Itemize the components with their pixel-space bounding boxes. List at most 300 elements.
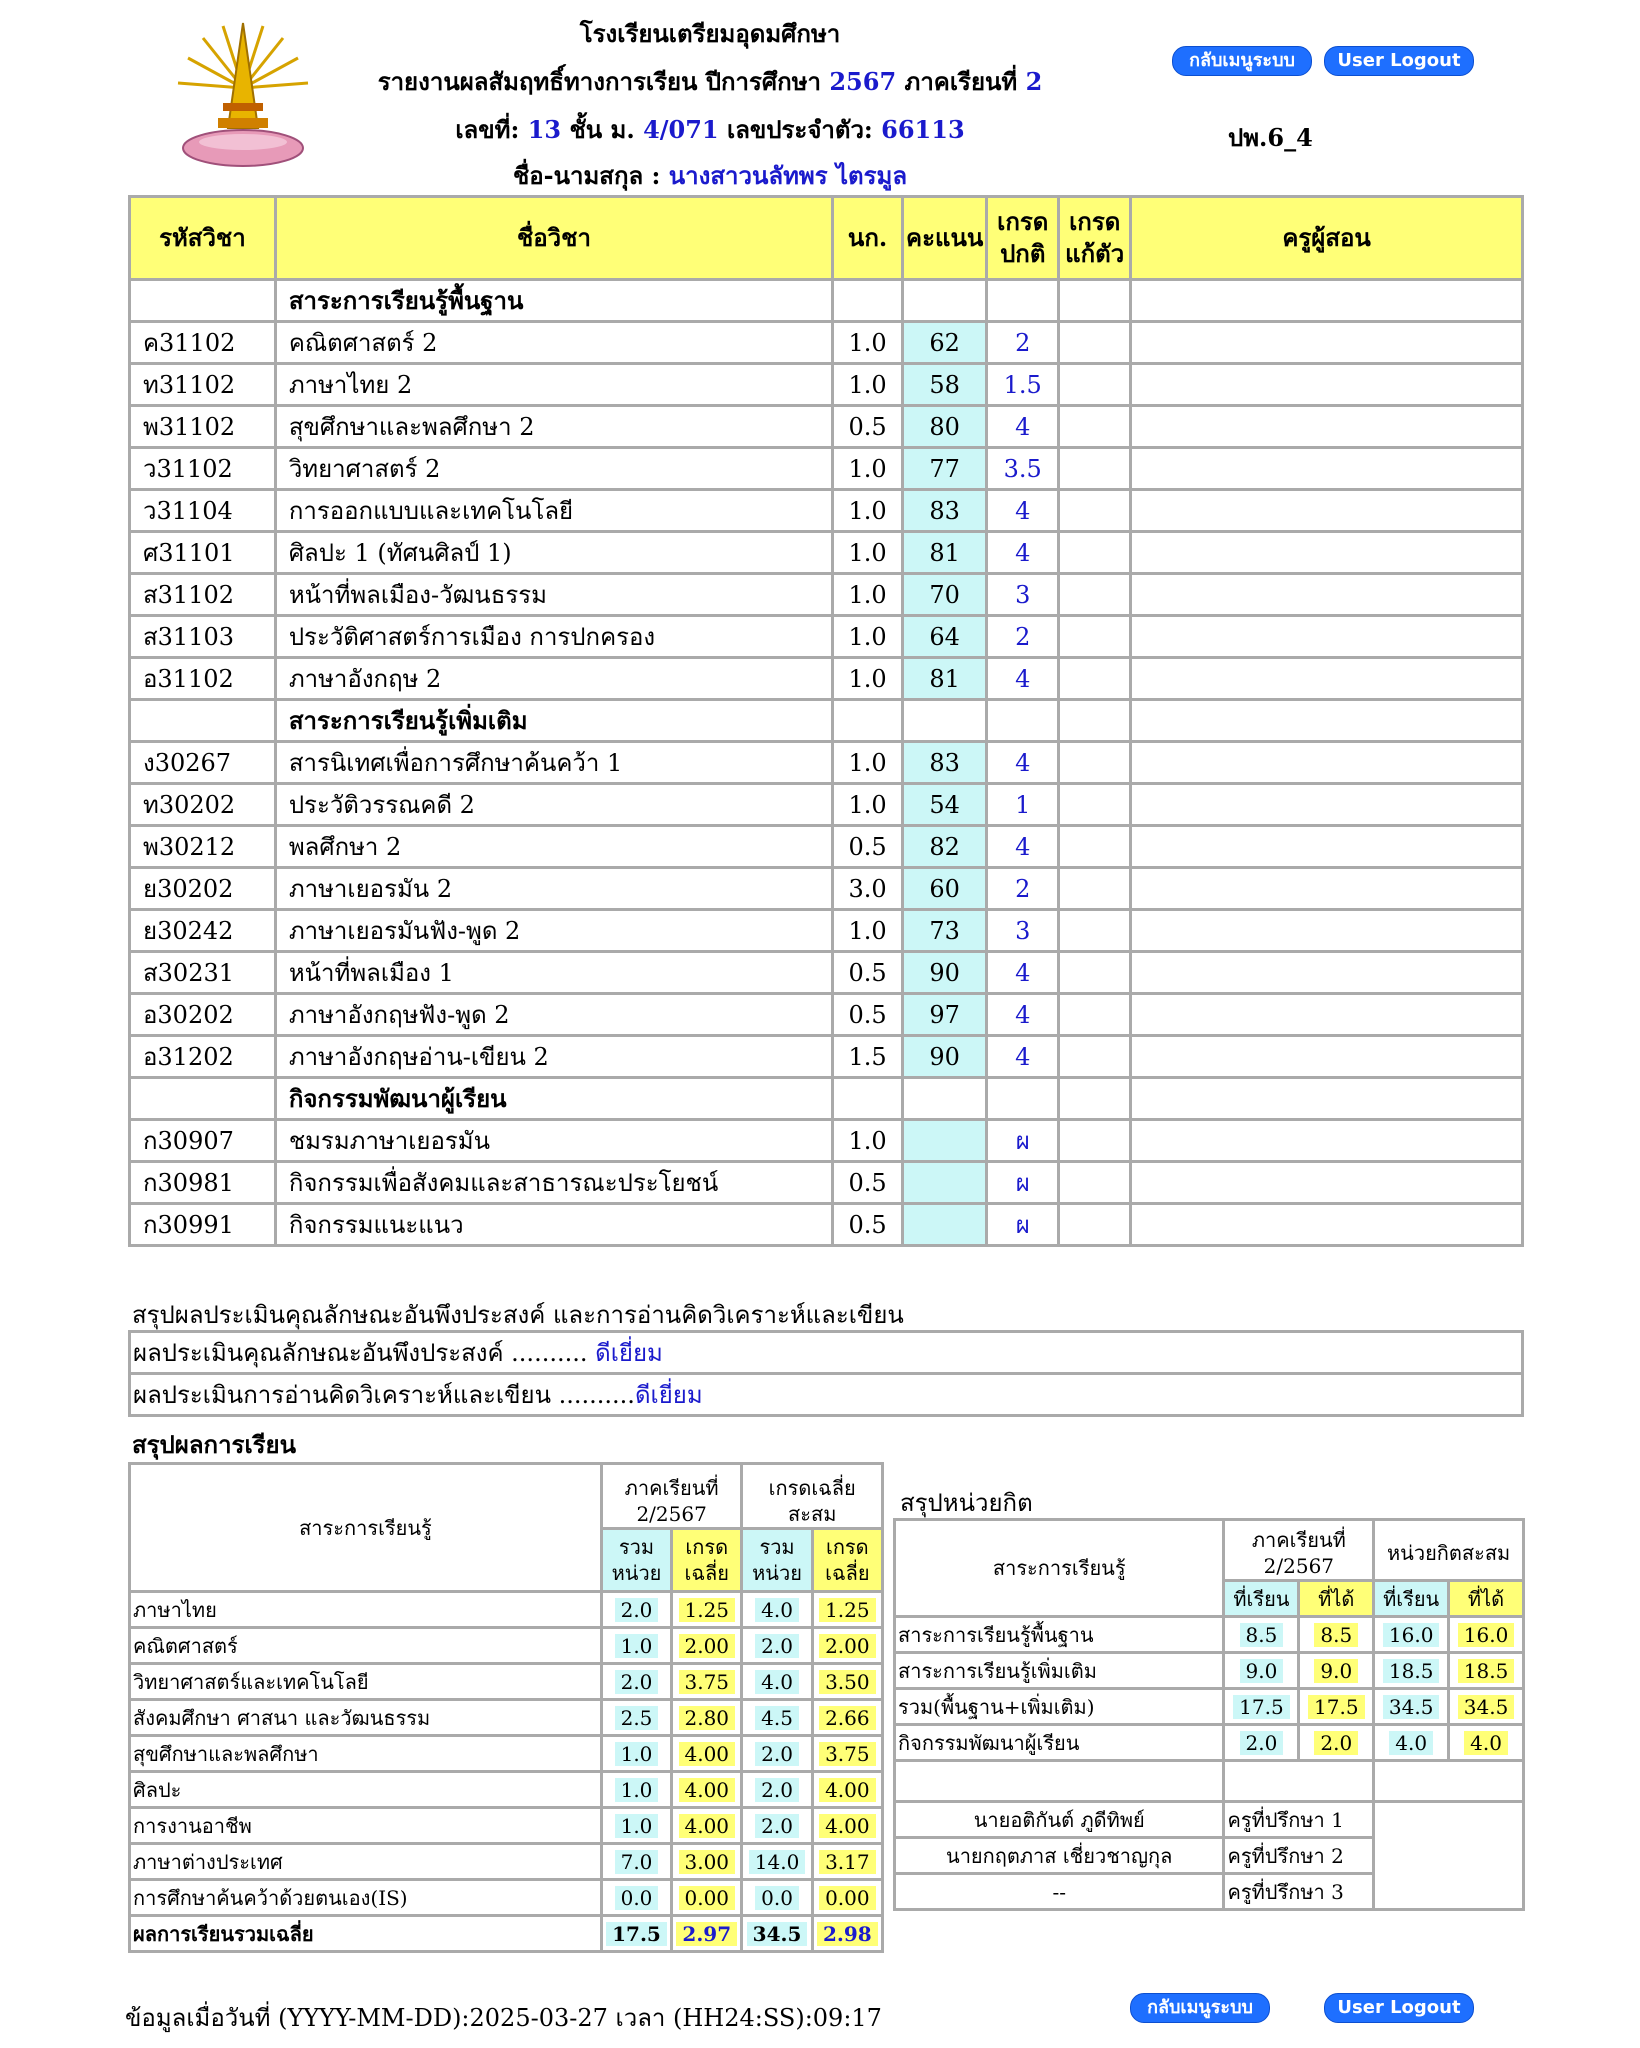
credits-value: 4.0 <box>1464 1731 1508 1755</box>
results-value: 0.00 <box>819 1886 876 1910</box>
characteristic-label: ผลประเมินคุณลักษณะอันพึงประสงค์ .......... <box>133 1339 588 1367</box>
results-t-gpa <box>672 1592 742 1628</box>
subject-code: ย30202 <box>130 868 276 910</box>
subject-credit: 0.5 <box>833 406 903 448</box>
empty-cell <box>833 700 903 742</box>
subject-code: พ31102 <box>130 406 276 448</box>
results-value: 4.00 <box>679 1742 736 1766</box>
evaluation-characteristic <box>130 1332 1523 1374</box>
results-value: 1.0 <box>615 1742 659 1766</box>
results-t-gpa <box>672 1916 742 1952</box>
evaluation-reading <box>130 1374 1523 1416</box>
results-value: 3.50 <box>819 1670 876 1694</box>
table-row <box>130 868 1523 910</box>
subject-code: อ30202 <box>130 994 276 1036</box>
results-t-units <box>601 1628 671 1664</box>
credits-sub-got: ที่ได้ <box>1299 1581 1374 1617</box>
results-col-cumulative: เกรดเฉลี่ย สะสม <box>742 1464 883 1529</box>
subject-score: 80 <box>903 406 987 448</box>
results-value: 0.00 <box>679 1886 736 1910</box>
grade-table-header <box>130 197 1523 280</box>
empty-cell <box>987 1078 1059 1120</box>
results-c-gpa <box>812 1916 882 1952</box>
subject-grade: 1.5 <box>987 364 1059 406</box>
credits-value: 9.0 <box>1240 1659 1284 1683</box>
credits-t-got <box>1299 1725 1374 1761</box>
subject-grade: ผ <box>987 1120 1059 1162</box>
results-value: 7.0 <box>615 1850 659 1874</box>
empty-cell <box>1059 700 1131 742</box>
subject-grade: 4 <box>987 532 1059 574</box>
empty-cell <box>903 700 987 742</box>
credits-c-got <box>1449 1653 1524 1689</box>
subject-teacher <box>1131 406 1523 448</box>
results-t-units <box>601 1772 671 1808</box>
subject-grade: 4 <box>987 490 1059 532</box>
class-value: 4/071 <box>643 115 719 144</box>
empty-cell <box>1374 1802 1524 1910</box>
subject-grade: 2 <box>987 322 1059 364</box>
subject-grade: ผ <box>987 1204 1059 1246</box>
results-c-gpa <box>812 1592 882 1628</box>
empty-cell <box>1131 1078 1523 1120</box>
subject-grade-retake <box>1059 658 1131 700</box>
col-score: คะแนน <box>903 197 987 280</box>
subject-grade-retake <box>1059 1204 1131 1246</box>
credits-value: 34.5 <box>1458 1695 1515 1719</box>
subject-teacher <box>1131 448 1523 490</box>
results-c-units <box>742 1628 812 1664</box>
results-value: 14.0 <box>749 1850 806 1874</box>
id-label: เลขประจำตัว: <box>726 115 873 144</box>
results-value: 17.5 <box>606 1922 667 1946</box>
table-row <box>130 658 1523 700</box>
subject-grade-retake <box>1059 826 1131 868</box>
subject-grade: 4 <box>987 742 1059 784</box>
subject-credit: 1.5 <box>833 1036 903 1078</box>
subject-teacher <box>1131 322 1523 364</box>
advisor-name: -- <box>895 1874 1224 1910</box>
subject-score: 83 <box>903 490 987 532</box>
results-value: 1.0 <box>615 1778 659 1802</box>
subject-teacher <box>1131 532 1523 574</box>
advisor-role: ครูที่ปรึกษา 1 <box>1224 1802 1374 1838</box>
subject-grade: 4 <box>987 994 1059 1036</box>
subject-teacher <box>1131 826 1523 868</box>
results-row <box>130 1880 883 1916</box>
student-id: 66113 <box>881 115 965 144</box>
subject-name: หน้าที่พลเมือง-วัฒนธรรม <box>275 574 832 616</box>
subject-name: กิจกรรมเพื่อสังคมและสาธารณะประโยชน์ <box>275 1162 832 1204</box>
subject-score <box>903 1120 987 1162</box>
col-credit: นก. <box>833 197 903 280</box>
subject-credit: 0.5 <box>833 826 903 868</box>
table-row <box>130 994 1523 1036</box>
subject-grade-retake <box>1059 868 1131 910</box>
subject-teacher <box>1131 994 1523 1036</box>
empty-cell <box>1131 700 1523 742</box>
name-label: ชื่อ-นามสกุล : <box>512 161 661 190</box>
subject-score: 81 <box>903 532 987 574</box>
results-value: 2.0 <box>755 1778 799 1802</box>
subject-credit: 1.0 <box>833 910 903 952</box>
subject-code: ย30242 <box>130 910 276 952</box>
credits-sub-taken: ที่เรียน <box>1224 1581 1299 1617</box>
subject-credit: 1.0 <box>833 784 903 826</box>
subject-grade: 3 <box>987 910 1059 952</box>
credits-c-taken <box>1374 1689 1449 1725</box>
results-c-gpa <box>812 1736 882 1772</box>
subject-grade: 4 <box>987 1036 1059 1078</box>
credits-sub-got: ที่ได้ <box>1449 1581 1524 1617</box>
group-row <box>130 700 1523 742</box>
subject-teacher <box>1131 364 1523 406</box>
subject-grade-retake <box>1059 784 1131 826</box>
back-to-menu-button[interactable]: กลับเมนูระบบ <box>1172 46 1312 76</box>
subject-teacher <box>1131 1036 1523 1078</box>
results-c-units <box>742 1844 812 1880</box>
results-t-gpa <box>672 1808 742 1844</box>
subject-credit: 1.0 <box>833 574 903 616</box>
results-title: สรุปผลการเรียน <box>132 1430 297 1459</box>
credits-value: 9.0 <box>1314 1659 1358 1683</box>
results-t-units <box>601 1592 671 1628</box>
results-value: 2.66 <box>819 1706 876 1730</box>
subject-name: ประวัติวรรณคดี 2 <box>275 784 832 826</box>
subject-teacher <box>1131 616 1523 658</box>
subject-score: 62 <box>903 322 987 364</box>
results-t-gpa <box>672 1628 742 1664</box>
credits-value: 18.5 <box>1458 1659 1515 1683</box>
results-area: ศิลปะ <box>130 1772 602 1808</box>
back-to-menu-button-bottom[interactable]: กลับเมนูระบบ <box>1130 1993 1270 2023</box>
table-row <box>130 322 1523 364</box>
subject-grade: 3.5 <box>987 448 1059 490</box>
results-c-gpa <box>812 1628 882 1664</box>
credits-t-got <box>1299 1617 1374 1653</box>
results-value: 4.0 <box>755 1670 799 1694</box>
results-t-gpa <box>672 1772 742 1808</box>
group-code-cell <box>130 280 276 322</box>
characteristic-value: ดีเยี่ยม <box>595 1339 663 1367</box>
results-value: 1.0 <box>615 1814 659 1838</box>
subject-score: 97 <box>903 994 987 1036</box>
subject-name: การออกแบบและเทคโนโลยี <box>275 490 832 532</box>
empty-cell <box>1374 1761 1524 1802</box>
group-code-cell <box>130 700 276 742</box>
table-row <box>130 952 1523 994</box>
results-value: 2.0 <box>615 1598 659 1622</box>
credits-value: 17.5 <box>1233 1695 1290 1719</box>
subject-code: ส31102 <box>130 574 276 616</box>
results-sub-units: รวม หน่วย <box>742 1529 812 1592</box>
subject-code: ศ31101 <box>130 532 276 574</box>
academic-year: 2567 <box>829 67 897 96</box>
results-value: 4.5 <box>755 1706 799 1730</box>
table-row <box>130 532 1523 574</box>
results-t-units <box>601 1700 671 1736</box>
results-c-units <box>742 1592 812 1628</box>
subject-grade-retake <box>1059 364 1131 406</box>
credits-value: 4.0 <box>1389 1731 1433 1755</box>
results-c-units <box>742 1700 812 1736</box>
results-t-units <box>601 1916 671 1952</box>
results-value: 2.0 <box>755 1814 799 1838</box>
school-name: โรงเรียนเตรียมอุดมศึกษา <box>579 19 841 48</box>
group-row <box>130 1078 1523 1120</box>
empty-cell <box>903 280 987 322</box>
results-value: 2.98 <box>817 1922 878 1946</box>
results-value: 34.5 <box>747 1922 808 1946</box>
empty-cell <box>895 1761 1224 1802</box>
class-label: ชั้น ม. <box>569 115 635 144</box>
subject-grade-retake <box>1059 742 1131 784</box>
subject-grade-retake <box>1059 406 1131 448</box>
results-row <box>130 1916 883 1952</box>
results-value: 1.25 <box>819 1598 876 1622</box>
credits-t-taken <box>1224 1617 1299 1653</box>
reading-label: ผลประเมินการอ่านคิดวิเคราะห์และเขียน .......... <box>133 1381 635 1409</box>
advisor-role: ครูที่ปรึกษา 3 <box>1224 1874 1374 1910</box>
credits-spacer-row <box>895 1761 1524 1802</box>
results-sub-gpa: เกรด เฉลี่ย <box>672 1529 742 1592</box>
advisor-name: นายกฤตภาส เชี่ยวชาญกุล <box>895 1838 1224 1874</box>
credits-c-got <box>1449 1689 1524 1725</box>
subject-name: สุขศึกษาและพลศึกษา 2 <box>275 406 832 448</box>
credits-t-taken <box>1224 1653 1299 1689</box>
table-row <box>130 574 1523 616</box>
table-row <box>130 910 1523 952</box>
credits-value: 8.5 <box>1314 1623 1358 1647</box>
subject-name: ประวัติศาสตร์การเมือง การปกครอง <box>275 616 832 658</box>
results-value: 1.0 <box>615 1634 659 1658</box>
subject-code: ก30981 <box>130 1162 276 1204</box>
subject-grade-retake <box>1059 910 1131 952</box>
student-name-line <box>300 156 1120 195</box>
subject-credit: 1.0 <box>833 1120 903 1162</box>
results-c-gpa <box>812 1772 882 1808</box>
subject-grade-retake <box>1059 574 1131 616</box>
credits-sub-taken: ที่เรียน <box>1374 1581 1449 1617</box>
subject-name: ภาษาเยอรมัน 2 <box>275 868 832 910</box>
subject-credit: 1.0 <box>833 364 903 406</box>
results-row <box>130 1700 883 1736</box>
credits-c-taken <box>1374 1725 1449 1761</box>
subject-name: สารนิเทศเพื่อการศึกษาค้นคว้า 1 <box>275 742 832 784</box>
subject-name: ภาษาอังกฤษฟัง-พูด 2 <box>275 994 832 1036</box>
results-value: 0.0 <box>615 1886 659 1910</box>
credits-value: 17.5 <box>1308 1695 1365 1719</box>
results-t-gpa <box>672 1700 742 1736</box>
table-row <box>130 1204 1523 1246</box>
subject-teacher <box>1131 952 1523 994</box>
results-area: สังคมศึกษา ศาสนา และวัฒนธรรม <box>130 1700 602 1736</box>
results-row <box>130 1772 883 1808</box>
results-value: 2.5 <box>615 1706 659 1730</box>
group-row <box>130 280 1523 322</box>
results-value: 2.00 <box>679 1634 736 1658</box>
results-area: คณิตศาสตร์ <box>130 1628 602 1664</box>
subject-code: อ31102 <box>130 658 276 700</box>
subject-score: 60 <box>903 868 987 910</box>
results-t-gpa <box>672 1880 742 1916</box>
student-name: นางสาวนลัทพร ไตรมูล <box>668 161 908 190</box>
subject-code: พ30212 <box>130 826 276 868</box>
subject-grade: 4 <box>987 826 1059 868</box>
subject-code: ท31102 <box>130 364 276 406</box>
subject-score <box>903 1162 987 1204</box>
results-t-gpa <box>672 1736 742 1772</box>
results-value: 2.0 <box>755 1634 799 1658</box>
results-value: 4.00 <box>679 1778 736 1802</box>
subject-score: 70 <box>903 574 987 616</box>
report-label: รายงานผลสัมฤทธิ์ทางการเรียน ปีการศึกษา <box>377 67 821 96</box>
credits-area: สาระการเรียนรู้เพิ่มเติม <box>895 1653 1224 1689</box>
credits-value: 8.5 <box>1240 1623 1284 1647</box>
empty-cell <box>833 280 903 322</box>
subject-code: ง30267 <box>130 742 276 784</box>
subject-name: ภาษาอังกฤษอ่าน-เขียน 2 <box>275 1036 832 1078</box>
results-c-units <box>742 1808 812 1844</box>
subject-score: 54 <box>903 784 987 826</box>
subject-name: กิจกรรมแนะแนว <box>275 1204 832 1246</box>
results-t-units <box>601 1880 671 1916</box>
subject-teacher <box>1131 658 1523 700</box>
subject-grade-retake <box>1059 448 1131 490</box>
subject-grade-retake <box>1059 1036 1131 1078</box>
table-row <box>130 1162 1523 1204</box>
subject-score: 64 <box>903 616 987 658</box>
credits-c-got <box>1449 1725 1524 1761</box>
empty-cell <box>1224 1761 1374 1802</box>
credits-value: 16.0 <box>1383 1623 1440 1647</box>
subject-teacher <box>1131 784 1523 826</box>
col-grade-retake: เกรด แก้ตัว <box>1059 197 1131 280</box>
empty-cell <box>987 280 1059 322</box>
logout-button-bottom[interactable]: User Logout <box>1324 1993 1474 2023</box>
group-title: กิจกรรมพัฒนาผู้เรียน <box>275 1078 832 1120</box>
subject-name: ศิลปะ 1 (ทัศนศิลป์ 1) <box>275 532 832 574</box>
results-table <box>128 1462 884 1953</box>
credits-t-taken <box>1224 1725 1299 1761</box>
subject-score: 81 <box>903 658 987 700</box>
subject-grade: ผ <box>987 1162 1059 1204</box>
results-row <box>130 1808 883 1844</box>
subject-score: 77 <box>903 448 987 490</box>
subject-score: 90 <box>903 952 987 994</box>
credits-value: 16.0 <box>1458 1623 1515 1647</box>
subject-score: 90 <box>903 1036 987 1078</box>
subject-score: 82 <box>903 826 987 868</box>
results-value: 4.00 <box>679 1814 736 1838</box>
col-subject: ชื่อวิชา <box>275 197 832 280</box>
empty-cell <box>987 700 1059 742</box>
results-c-units <box>742 1916 812 1952</box>
table-row <box>130 490 1523 532</box>
subject-code: ว31104 <box>130 490 276 532</box>
results-sub-units: รวม หน่วย <box>601 1529 671 1592</box>
results-value: 2.97 <box>676 1922 737 1946</box>
subject-grade: 2 <box>987 616 1059 658</box>
subject-score: 73 <box>903 910 987 952</box>
credits-title: สรุปหน่วยกิต <box>900 1489 1033 1517</box>
subject-name: หน้าที่พลเมือง 1 <box>275 952 832 994</box>
results-row <box>130 1664 883 1700</box>
table-row <box>130 448 1523 490</box>
results-row <box>130 1736 883 1772</box>
results-value: 0.0 <box>755 1886 799 1910</box>
col-grade-normal: เกรด ปกติ <box>987 197 1059 280</box>
credits-row <box>895 1689 1524 1725</box>
empty-cell <box>1131 280 1523 322</box>
report-title <box>300 62 1120 101</box>
subject-teacher <box>1131 910 1523 952</box>
results-c-gpa <box>812 1808 882 1844</box>
subject-grade-retake <box>1059 322 1131 364</box>
results-col-term: ภาคเรียนที่ 2/2567 <box>601 1464 742 1529</box>
results-area: ภาษาไทย <box>130 1592 602 1628</box>
results-area: การศึกษาค้นคว้าด้วยตนเอง(IS) <box>130 1880 602 1916</box>
form-code: ปพ.6_4 <box>1228 123 1313 152</box>
subject-code: อ31202 <box>130 1036 276 1078</box>
subject-grade-retake <box>1059 1162 1131 1204</box>
results-c-gpa <box>812 1664 882 1700</box>
subject-grade-retake <box>1059 952 1131 994</box>
subject-score <box>903 1204 987 1246</box>
subject-credit: 1.0 <box>833 616 903 658</box>
subject-name: ภาษาเยอรมันฟัง-พูด 2 <box>275 910 832 952</box>
subject-grade: 1 <box>987 784 1059 826</box>
results-area: สุขศึกษาและพลศึกษา <box>130 1736 602 1772</box>
group-title: สาระการเรียนรู้เพิ่มเติม <box>275 700 832 742</box>
no-label: เลขที่: <box>455 115 520 144</box>
col-teacher: ครูผู้สอน <box>1131 197 1523 280</box>
empty-cell <box>1059 1078 1131 1120</box>
subject-grade-retake <box>1059 1120 1131 1162</box>
subject-grade: 3 <box>987 574 1059 616</box>
subject-code: ส31103 <box>130 616 276 658</box>
subject-credit: 0.5 <box>833 994 903 1036</box>
results-value: 2.00 <box>819 1634 876 1658</box>
results-value: 3.17 <box>819 1850 876 1874</box>
subject-code: ว31102 <box>130 448 276 490</box>
subject-credit: 1.0 <box>833 658 903 700</box>
subject-teacher <box>1131 1120 1523 1162</box>
subject-grade: 2 <box>987 868 1059 910</box>
logout-button[interactable]: User Logout <box>1324 46 1474 76</box>
credits-value: 34.5 <box>1383 1695 1440 1719</box>
subject-grade: 4 <box>987 952 1059 994</box>
subject-teacher <box>1131 742 1523 784</box>
credits-value: 18.5 <box>1383 1659 1440 1683</box>
results-c-gpa <box>812 1880 882 1916</box>
empty-cell <box>833 1078 903 1120</box>
results-row <box>130 1592 883 1628</box>
results-c-units <box>742 1880 812 1916</box>
subject-credit: 0.5 <box>833 1204 903 1246</box>
results-t-units <box>601 1664 671 1700</box>
group-title: สาระการเรียนรู้พื้นฐาน <box>275 280 832 322</box>
evaluation-table <box>128 1330 1524 1417</box>
results-t-units <box>601 1844 671 1880</box>
table-row <box>130 616 1523 658</box>
subject-grade: 4 <box>987 658 1059 700</box>
results-value: 4.00 <box>819 1814 876 1838</box>
credits-area: รวม(พื้นฐาน+เพิ่มเติม) <box>895 1689 1224 1725</box>
credits-row <box>895 1653 1524 1689</box>
results-value: 2.0 <box>615 1670 659 1694</box>
subject-name: พลศึกษา 2 <box>275 826 832 868</box>
